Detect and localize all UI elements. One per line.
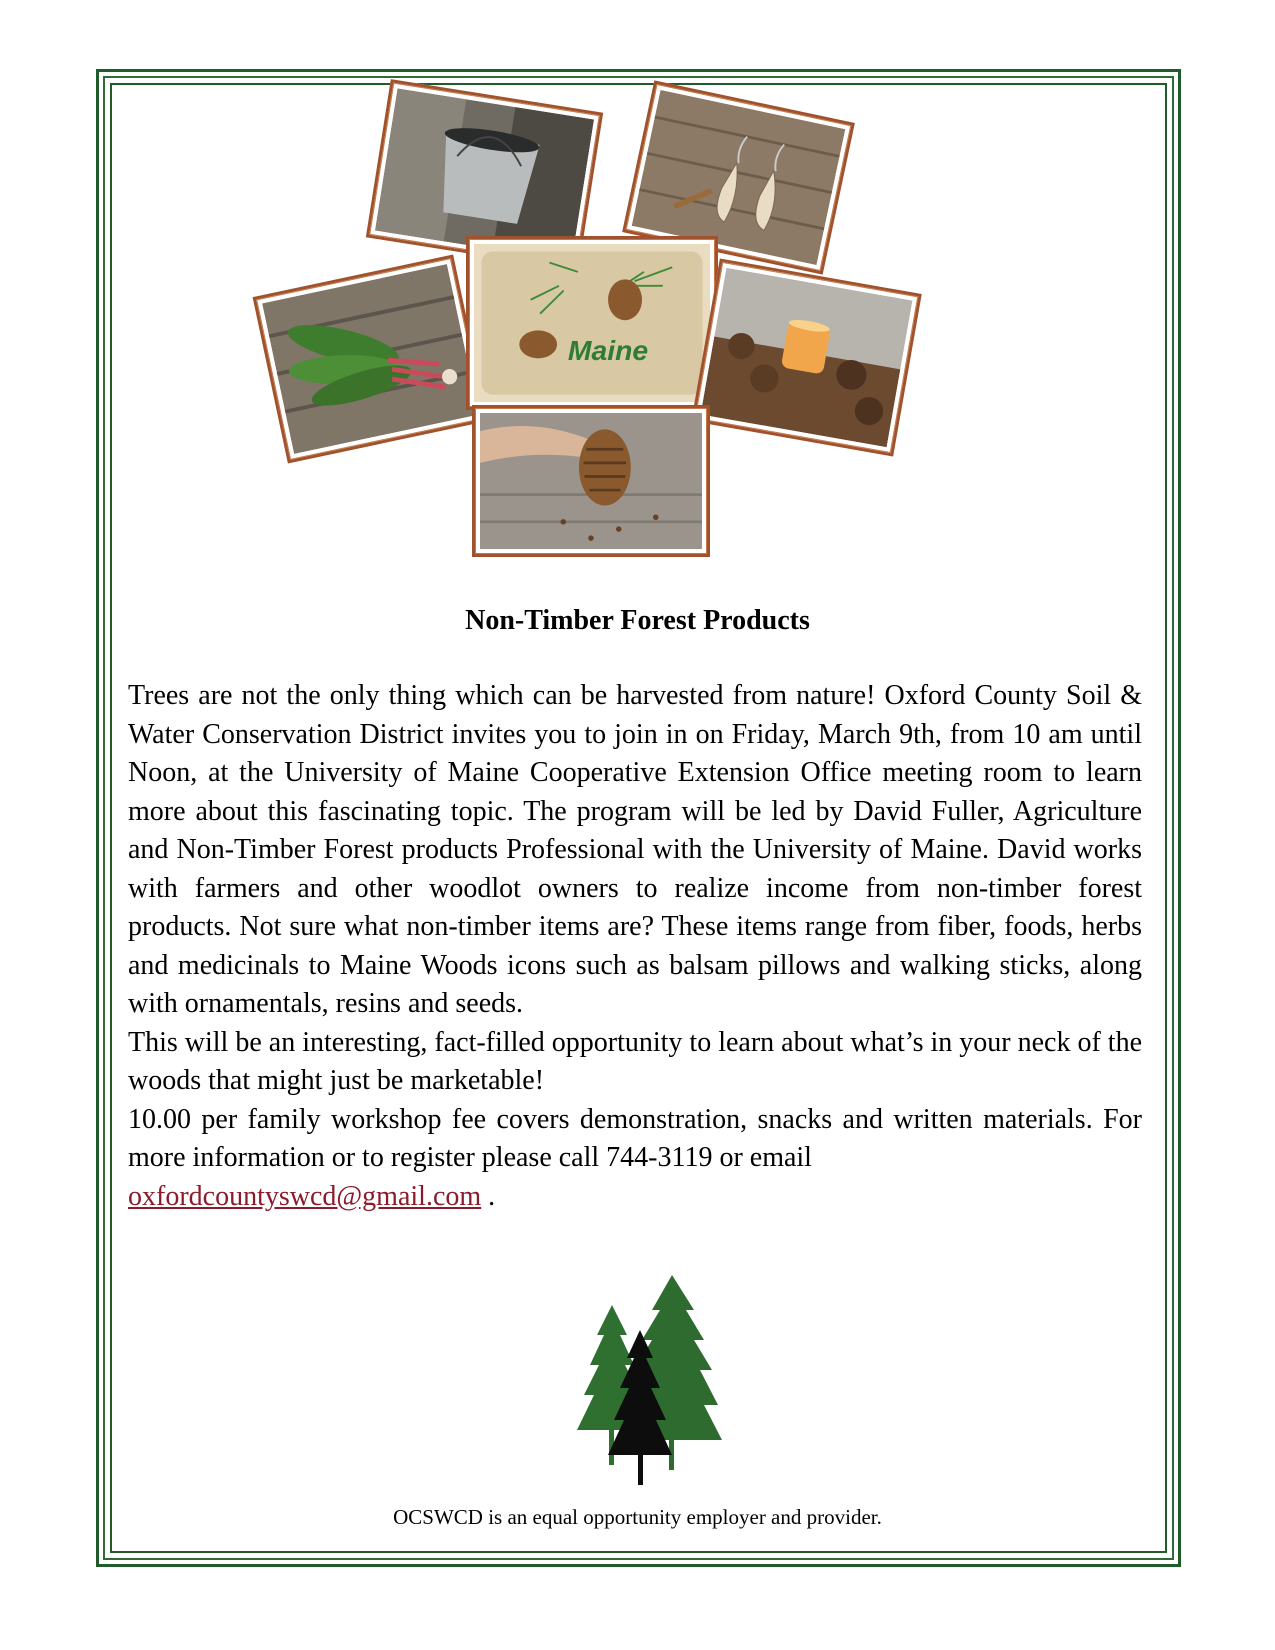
paragraph-fee (128, 1101, 1142, 1217)
fee-text: 10.00 per family workshop fee covers demonstration, snacks and written materials. For more information or to register please call 744-3119 or email (128, 1103, 1142, 1173)
footer-disclaimer: OCSWCD is an equal opportunity employer and provider. (393, 1505, 882, 1529)
maine-pillow-photo (466, 236, 718, 410)
page-title: Non-Timber Forest Products (465, 605, 810, 636)
email-link[interactable]: oxfordcountyswcd@gmail.com (128, 1180, 482, 1212)
pine-trees-logo (572, 1270, 732, 1490)
email-suffix: . (481, 1180, 496, 1212)
pinecone-candle-centerpiece-photo (691, 258, 922, 456)
paragraph-intro: Trees are not the only thing which can be harvested from nature! Oxford County Soil & Water Conservation District invites you to join in on Friday, March 9th, from 10 am until Noon, at the University of Maine Cooperative Extension Office meeting room to learn more about this fascinating topic. The program will be led by David Fuller, Agriculture and Non-Timber Forest products Professional with the University of Maine. David works with farmers and other woodlot owners to realize income from non-timber forest products. Not sure what non-timber items are? These items range from fiber, foods, herbs and medicinals to Maine Woods icons such as balsam pillows and walking sticks, along with ornamentals, resins and seeds. (128, 680, 1142, 1019)
pillow-caption: Maine (567, 335, 649, 367)
paragraph-opportunity: This will be an interesting, fact-filled opportunity to learn about what’s in your neck of the woods that might just be marketable! (128, 1026, 1142, 1096)
pinecone-seeds-in-hand-photo (472, 405, 710, 557)
body-text (128, 677, 1142, 1216)
